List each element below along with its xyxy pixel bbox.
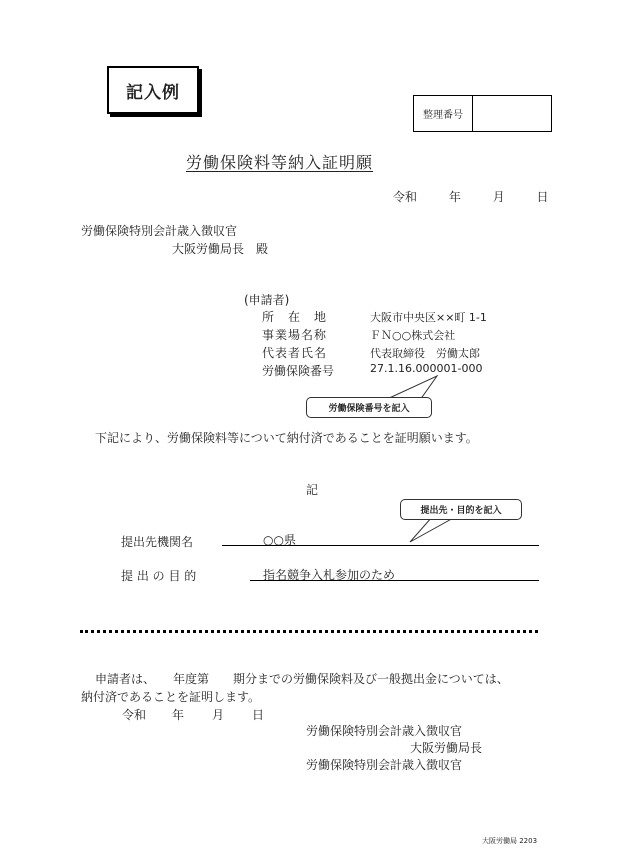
- purpose-value: 指名競争入札参加のため: [263, 568, 396, 582]
- date-day: 日: [536, 190, 549, 204]
- business-name-value: ＦＮ○○株式会社: [370, 329, 456, 342]
- cut-line: [80, 630, 538, 633]
- date-month: 月: [492, 190, 505, 204]
- destination-underline: [222, 545, 539, 546]
- insurance-number-value: 27.1.16.000001-000: [370, 362, 483, 375]
- representative-value: 代表取締役 労働太郎: [370, 347, 480, 360]
- applicant-heading: (申請者): [244, 293, 290, 307]
- address-label: 所 在 地: [262, 310, 328, 324]
- business-name-label: 事業場名称: [262, 328, 328, 342]
- destination-value: ○○県: [263, 533, 296, 547]
- address-value: 大阪市中央区××町 1-1: [370, 311, 487, 324]
- certificate-date: [122, 706, 264, 723]
- ki-heading: 記: [306, 483, 319, 497]
- certificate-line2: 納付済であることを証明します。: [81, 690, 261, 704]
- date-year: 年: [448, 190, 461, 204]
- document-title: 労働保険料等納入証明願: [186, 153, 374, 172]
- cert-date-era: 令和: [122, 708, 147, 722]
- date-era: 令和: [393, 190, 418, 204]
- addressee-line1: 労働保険特別会計歳入徴収官: [81, 224, 238, 238]
- cert-date-day: 日: [252, 708, 265, 722]
- request-text: 下記により、労働保険料等について納付済であることを証明願います。: [95, 431, 478, 445]
- purpose-callout-pointer: [410, 517, 455, 542]
- purpose-underline: [250, 580, 539, 581]
- reference-number-label: 整理番号: [414, 96, 473, 131]
- cert-date-year: 年: [172, 708, 185, 722]
- sample-badge-label: 記入例: [126, 82, 180, 103]
- purpose-label: 提 出 の 目 的: [121, 569, 197, 583]
- addressee-line2: 大阪労働局長 殿: [172, 242, 269, 256]
- callout-insurance-number: 労働保険番号を記入: [306, 397, 432, 418]
- insurance-number-label: 労働保険番号: [262, 364, 335, 378]
- footer-code: 大阪労働局 2203: [482, 837, 538, 845]
- callout-destination-purpose: 提出先・目的を記入: [400, 499, 522, 520]
- issuer-line3: 労働保険特別会計歳入徴収官: [306, 758, 463, 772]
- issuer-line2: 大阪労働局長: [410, 741, 483, 755]
- representative-label: 代表者氏名: [262, 346, 328, 360]
- issuer-line1: 労働保険特別会計歳入徴収官: [306, 724, 463, 738]
- certificate-line1: 申請者は、 年度第 期分までの労働保険料及び一般拠出金については、: [95, 672, 509, 686]
- destination-label: 提出先機関名: [121, 535, 194, 549]
- cert-date-month: 月: [212, 708, 225, 722]
